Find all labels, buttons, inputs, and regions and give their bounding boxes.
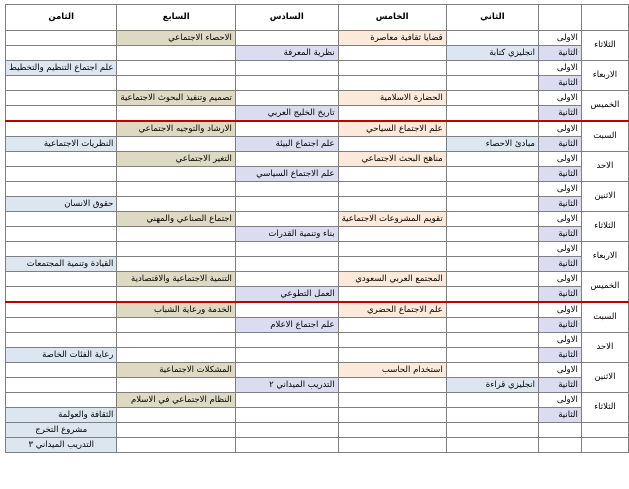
course-cell-fifth [338, 227, 446, 242]
period-label: الثانية [538, 197, 581, 212]
course-cell-fifth: مناهج البحث الاجتماعي [338, 152, 446, 167]
course-cell-second [446, 106, 538, 122]
course-cell-eighth [6, 182, 117, 197]
course-cell-fifth: علم الاجتماع الحضري [338, 302, 446, 318]
table-row [6, 333, 629, 348]
course-cell-eighth [6, 91, 117, 106]
day-label: السبت [581, 302, 628, 333]
course-cell-sixth [235, 257, 338, 272]
day-label: الثلاثاء [581, 393, 628, 423]
course-cell-sixth [235, 408, 338, 423]
empty-cell [117, 438, 235, 453]
period-label: الثانية [538, 137, 581, 152]
period-label: الثانية [538, 257, 581, 272]
header-fifth: الخامس [338, 5, 446, 31]
course-cell-eighth [6, 106, 117, 122]
course-cell-fifth [338, 333, 446, 348]
course-cell-second: مبادئ الاحصاء [446, 137, 538, 152]
course-cell-eighth [6, 363, 117, 378]
course-cell-fifth: استخدام الحاسب [338, 363, 446, 378]
course-cell-eighth [6, 242, 117, 257]
course-cell-sixth [235, 212, 338, 227]
course-cell-seventh: النظام الاجتماعي في الاسلام [117, 393, 235, 408]
course-cell-eighth [6, 76, 117, 91]
header-eighth: الثامن [6, 5, 117, 31]
course-cell-sixth [235, 393, 338, 408]
empty-cell [117, 423, 235, 438]
course-cell-sixth [235, 152, 338, 167]
header-second: الثاني [446, 5, 538, 31]
course-cell-eighth [6, 287, 117, 303]
header-sixth: السادس [235, 5, 338, 31]
table-row [6, 31, 629, 46]
table-row [6, 121, 629, 137]
period-label: الاولى [538, 242, 581, 257]
course-cell-seventh [117, 46, 235, 61]
period-label: الثانية [538, 227, 581, 242]
course-cell-eighth [6, 31, 117, 46]
table-row [6, 287, 629, 303]
period-label: الثانية [538, 348, 581, 363]
period-label: الثانية [538, 318, 581, 333]
course-cell-sixth [235, 333, 338, 348]
course-cell-seventh: المشكلات الاجتماعية [117, 363, 235, 378]
course-cell-sixth [235, 121, 338, 137]
period-label: الاولى [538, 333, 581, 348]
course-cell-fifth [338, 242, 446, 257]
course-cell-second [446, 31, 538, 46]
empty-cell [338, 438, 446, 453]
course-cell-second [446, 182, 538, 197]
period-label: الثانية [538, 167, 581, 182]
period-label: الثانية [538, 287, 581, 303]
course-cell-second [446, 363, 538, 378]
course-cell-seventh: التغير الاجتماعي [117, 152, 235, 167]
table-row [6, 363, 629, 378]
course-cell-sixth [235, 348, 338, 363]
course-cell-seventh [117, 182, 235, 197]
empty-cell [538, 438, 581, 453]
table-row [6, 318, 629, 333]
course-cell-sixth [235, 31, 338, 46]
header-seventh: السابع [117, 5, 235, 31]
course-cell-second [446, 393, 538, 408]
course-cell-sixth [235, 91, 338, 106]
course-cell-fifth [338, 257, 446, 272]
course-cell-second [446, 242, 538, 257]
course-cell-second [446, 76, 538, 91]
course-cell-second [446, 227, 538, 242]
course-cell-seventh [117, 76, 235, 91]
day-label: الثلاثاء [581, 31, 628, 61]
course-cell-sixth: العمل التطوعي [235, 287, 338, 303]
course-cell-sixth [235, 242, 338, 257]
course-cell-fifth [338, 408, 446, 423]
course-cell-eighth [6, 378, 117, 393]
period-label: الثانية [538, 378, 581, 393]
period-label: الاولى [538, 363, 581, 378]
course-cell-eighth [6, 318, 117, 333]
course-cell-fifth [338, 61, 446, 76]
course-cell-second [446, 197, 538, 212]
course-cell-seventh: تصميم وتنفيذ البحوث الاجتماعية [117, 91, 235, 106]
period-label: الاولى [538, 152, 581, 167]
course-cell-sixth: علم اجتماع الاعلام [235, 318, 338, 333]
table-row [6, 408, 629, 423]
period-label: الاولى [538, 61, 581, 76]
course-cell-eighth [6, 152, 117, 167]
course-cell-eighth [6, 167, 117, 182]
header-row [6, 5, 629, 31]
day-label: الاربعاء [581, 242, 628, 272]
table-row [6, 152, 629, 167]
course-cell-seventh: الخدمة ورعاية الشباب [117, 302, 235, 318]
period-label: الاولى [538, 91, 581, 106]
course-cell-sixth [235, 182, 338, 197]
extra-row [6, 423, 629, 438]
course-cell-fifth [338, 197, 446, 212]
course-cell-fifth [338, 167, 446, 182]
course-cell-fifth: علم الاجتماع السياحي [338, 121, 446, 137]
course-cell-second [446, 272, 538, 287]
course-cell-fifth: قضايا ثقافية معاصرة [338, 31, 446, 46]
course-cell-fifth: المجتمع العربي السعودي [338, 272, 446, 287]
course-cell-second: انجليزي قراءة [446, 378, 538, 393]
course-cell-second [446, 287, 538, 303]
course-cell-second [446, 91, 538, 106]
course-cell-eighth [6, 272, 117, 287]
course-cell-fifth [338, 76, 446, 91]
table-row [6, 61, 629, 76]
course-cell-second [446, 167, 538, 182]
empty-cell [235, 438, 338, 453]
course-cell-eighth: القيادة وتنمية المجتمعات [6, 257, 117, 272]
day-label: الثلاثاء [581, 212, 628, 242]
empty-cell [581, 423, 628, 438]
course-cell-eighth [6, 302, 117, 318]
day-label: الاحد [581, 333, 628, 363]
course-cell-sixth [235, 302, 338, 318]
period-label: الاولى [538, 212, 581, 227]
course-cell-sixth: تاريخ الخليج العربي [235, 106, 338, 122]
course-cell-seventh [117, 227, 235, 242]
table-row [6, 197, 629, 212]
period-label: الثانية [538, 408, 581, 423]
course-cell-sixth [235, 76, 338, 91]
day-label: الخميس [581, 91, 628, 122]
course-cell-eighth [6, 121, 117, 137]
course-cell-fifth [338, 182, 446, 197]
table-row [6, 76, 629, 91]
course-cell-fifth [338, 46, 446, 61]
course-cell-fifth: الحضارة الاسلامية [338, 91, 446, 106]
course-cell-sixth: التدريب الميداني ٢ [235, 378, 338, 393]
course-cell-sixth [235, 197, 338, 212]
table-row [6, 393, 629, 408]
course-cell-sixth: علم الاجتماع السياسي [235, 167, 338, 182]
course-cell-eighth: الثقافة والعولمة [6, 408, 117, 423]
course-cell-seventh: الارشاد والتوجيه الاجتماعي [117, 121, 235, 137]
empty-cell [338, 423, 446, 438]
empty-cell [235, 423, 338, 438]
course-cell-second [446, 302, 538, 318]
table-row [6, 212, 629, 227]
course-cell-seventh [117, 333, 235, 348]
course-cell-eighth: حقوق الانسان [6, 197, 117, 212]
extra-row [6, 438, 629, 453]
course-cell-seventh [117, 137, 235, 152]
course-cell-second [446, 408, 538, 423]
course-cell-seventh: التنمية الاجتماعية والاقتصادية [117, 272, 235, 287]
table-row [6, 137, 629, 152]
course-cell-fifth [338, 137, 446, 152]
table-row [6, 242, 629, 257]
course-cell-eighth: النظريات الاجتماعية [6, 137, 117, 152]
table-row [6, 182, 629, 197]
course-cell-fifth [338, 287, 446, 303]
empty-cell [446, 438, 538, 453]
table-row [6, 378, 629, 393]
extra-course-cell: التدريب الميداني ٣ [6, 438, 117, 453]
period-label: الاولى [538, 302, 581, 318]
course-cell-seventh: الاحصاء الاجتماعي [117, 31, 235, 46]
period-label: الثانية [538, 76, 581, 91]
course-cell-eighth: رعاية الفئات الخاصة [6, 348, 117, 363]
course-cell-sixth [235, 363, 338, 378]
course-cell-seventh [117, 167, 235, 182]
course-cell-seventh [117, 242, 235, 257]
table-row [6, 46, 629, 61]
table-row [6, 227, 629, 242]
extra-course-cell: مشروع التخرج [6, 423, 117, 438]
course-cell-second [446, 212, 538, 227]
course-cell-sixth [235, 272, 338, 287]
course-cell-seventh [117, 257, 235, 272]
course-cell-second [446, 121, 538, 137]
course-cell-seventh [117, 348, 235, 363]
period-label: الثانية [538, 106, 581, 122]
course-cell-seventh [117, 106, 235, 122]
course-cell-fifth [338, 393, 446, 408]
table-row [6, 106, 629, 122]
day-label: الاربعاء [581, 61, 628, 91]
course-cell-sixth [235, 61, 338, 76]
course-cell-second [446, 348, 538, 363]
table-row [6, 257, 629, 272]
course-cell-eighth [6, 333, 117, 348]
day-label: الخميس [581, 272, 628, 303]
schedule-table [5, 4, 629, 453]
course-cell-sixth: نظرية المعرفة [235, 46, 338, 61]
course-cell-eighth [6, 46, 117, 61]
empty-cell [446, 423, 538, 438]
period-label: الاولى [538, 121, 581, 137]
day-label: الاثنين [581, 363, 628, 393]
day-label: السبت [581, 121, 628, 152]
course-cell-seventh [117, 197, 235, 212]
header-period [538, 5, 581, 31]
header-day [581, 5, 628, 31]
course-cell-second [446, 318, 538, 333]
period-label: الثانية [538, 46, 581, 61]
course-cell-fifth [338, 106, 446, 122]
empty-cell [538, 423, 581, 438]
table-row [6, 272, 629, 287]
day-label: الاحد [581, 152, 628, 182]
course-cell-second: انجليزي كتابة [446, 46, 538, 61]
course-cell-eighth [6, 393, 117, 408]
table-row [6, 348, 629, 363]
period-label: الاولى [538, 393, 581, 408]
course-cell-sixth: بناء وتنمية القدرات [235, 227, 338, 242]
course-cell-second [446, 257, 538, 272]
period-label: الاولى [538, 31, 581, 46]
course-cell-fifth [338, 318, 446, 333]
table-row [6, 167, 629, 182]
course-cell-seventh [117, 378, 235, 393]
course-cell-eighth [6, 212, 117, 227]
course-cell-second [446, 61, 538, 76]
course-cell-fifth [338, 348, 446, 363]
table-row [6, 302, 629, 318]
day-label: الاثنين [581, 182, 628, 212]
course-cell-eighth: علم اجتماع التنظيم والتخطيط [6, 61, 117, 76]
course-cell-seventh: اجتماع الصناعي والمهني [117, 212, 235, 227]
course-cell-seventh [117, 408, 235, 423]
course-cell-seventh [117, 318, 235, 333]
course-cell-second [446, 152, 538, 167]
table-row [6, 91, 629, 106]
period-label: الاولى [538, 272, 581, 287]
period-label: الاولى [538, 182, 581, 197]
empty-cell [581, 438, 628, 453]
course-cell-second [446, 333, 538, 348]
course-cell-fifth [338, 378, 446, 393]
course-cell-fifth: تقويم المشروعات الاجتماعية [338, 212, 446, 227]
course-cell-eighth [6, 227, 117, 242]
course-cell-sixth: علم اجتماع البيئة [235, 137, 338, 152]
course-cell-seventh [117, 61, 235, 76]
course-cell-seventh [117, 287, 235, 303]
schedule-body [6, 31, 629, 453]
